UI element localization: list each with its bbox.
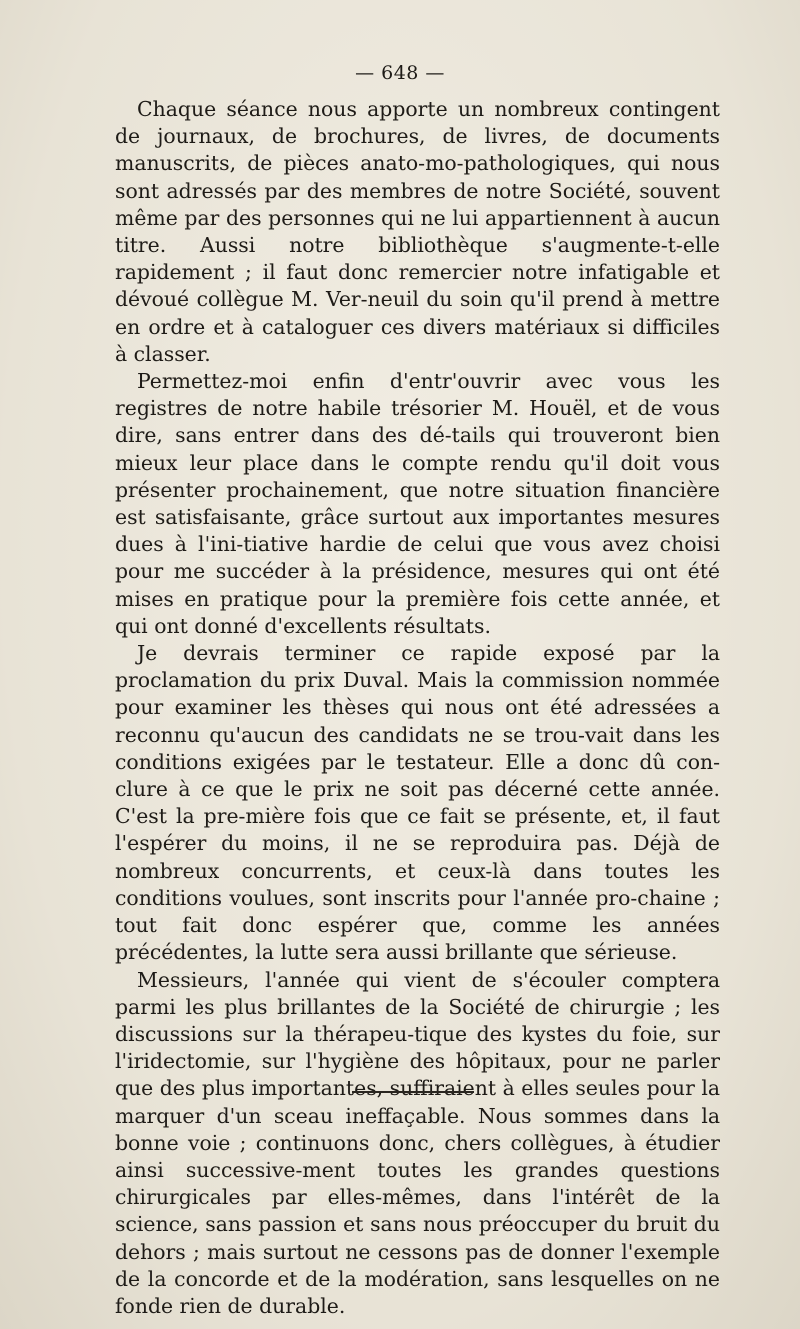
end-rule: [352, 1091, 474, 1093]
paragraph-library: Chaque séance nous apporte un nombreux contingent de journaux, de brochures, de livres, de documents manuscrits, de pièces anato-mo-pathologiques, qui nous sont adressés par des membres de notre Société, souvent même par des personnes qui ne lui appartiennent à aucun titre. Aussi notre bibliothèque s'augmente-t-elle rapidement ; il faut donc remercier notre infatigable et dévoué collègue M. Ver-neuil du soin qu'il prend à mettre en ordre et à cataloguer ces divers matériaux si difficiles à classer.: [115, 97, 720, 366]
paragraph-prix-duval: Je devrais terminer ce rapide exposé par la proclamation du prix Duval. Mais la commission nommée pour examiner les thèses qui nous ont été adressées a reconnu qu'aucun des candidats ne se trou-vait dans les conditions exigées par le testateur. Elle a donc dû con-clure à ce que le prix ne soit pas décerné cette année. C'est la pre-mière fois que ce fait se présente, et, il faut l'espérer du moins, il ne se reproduira pas. Déjà de nombreux concurrents, et ceux-là dans toutes les conditions voulues, sont inscrits pour l'année pro-chaine ; tout fait donc espérer que, comme les années précédentes, la lutte sera aussi brillante que sérieuse.: [115, 641, 720, 965]
page-number: — 648 —: [355, 62, 445, 84]
paragraph-closing: Messieurs, l'année qui vient de s'écouler comptera parmi les plus brillantes de la Société de chirurgie ; les discussions sur la thérapeu-tique des kystes du foie, sur l'iridectomie, sur l'hygiène des hôpitaux, pour ne parler que des plus importantes, suffiraient à elles seules pour la marquer d'un sceau ineffaçable. Nous sommes dans la bonne voie ; continuons donc, chers collègues, à étudier ainsi successive-ment toutes les grandes questions chirurgicales par elles-mêmes, dans l'intérêt de la science, sans passion et sans nous préoccuper du bruit du dehors ; mais surtout ne cessons pas de donner l'exemple de la concorde et de la modération, sans lesquelles on ne fonde rien de durable.: [115, 967, 720, 1318]
body-text: [115, 96, 720, 1320]
paragraph-treasurer: Permettez-moi enfin d'entr'ouvrir avec vous les registres de notre habile trésorier M. Houël, et de vous dire, sans entrer dans des dé-tails qui trouveront bien mieux leur place dans le compte rendu qu'il doit vous présenter prochainement, que notre situation financière est satisfaisante, grâce surtout aux importantes mesures dues à l'ini-tiative hardie de celui que vous avez choisi pour me succéder à la présidence, mesures qui ont été mises en pratique pour la première fois cette année, et qui ont donné d'excellents résultats.: [115, 369, 720, 638]
